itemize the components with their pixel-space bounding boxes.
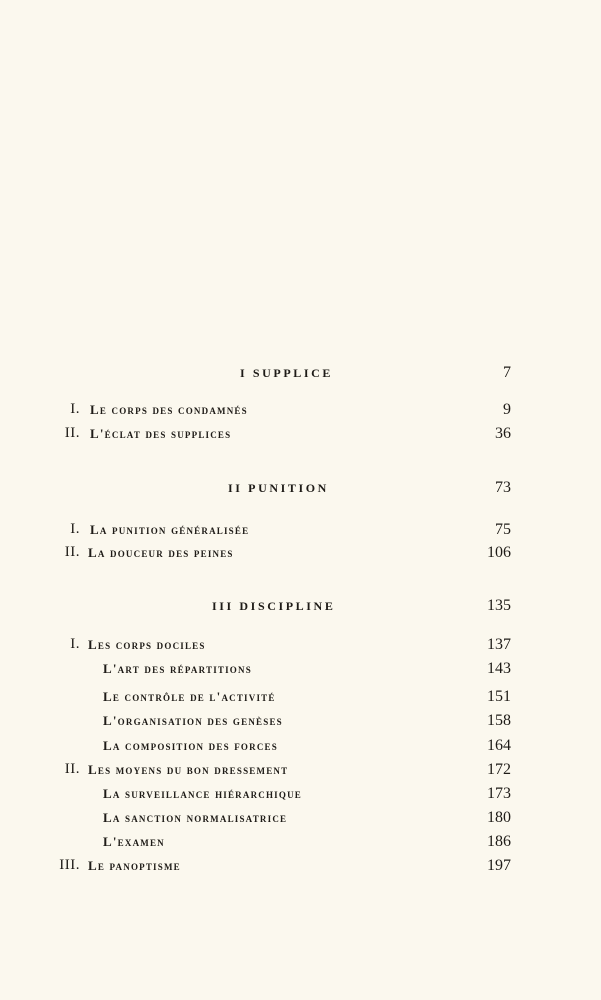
chapter-title: Les corps dociles	[88, 637, 206, 652]
chapter-number: II.	[64, 761, 80, 777]
page-number: 36	[495, 425, 511, 442]
toc-part-discipline[interactable]	[0, 595, 601, 619]
section-title: La surveillance hiérarchique	[103, 786, 302, 801]
chapter-number: II.	[64, 544, 80, 560]
chapter-number: III.	[59, 857, 80, 873]
part-title: III DISCIPLINE	[212, 599, 336, 613]
chapter-title: La punition généralisée	[90, 522, 250, 537]
chapter-number: I.	[70, 521, 80, 537]
section-title: La sanction normalisatrice	[103, 810, 288, 825]
chapter-title: L'éclat des supplices	[90, 426, 232, 441]
page-number: 137	[487, 636, 511, 653]
page-number: 180	[487, 809, 511, 826]
toc-chapter[interactable]	[0, 855, 601, 879]
page-number: 173	[487, 785, 511, 802]
toc-chapter[interactable]	[0, 759, 601, 783]
toc-section[interactable]	[0, 686, 601, 710]
section-title: Le contrôle de l'activité	[103, 689, 276, 704]
chapter-title: La douceur des peines	[88, 545, 234, 560]
toc-chapter[interactable]	[0, 542, 601, 566]
toc-section[interactable]	[0, 735, 601, 759]
section-title: L'organisation des genèses	[103, 713, 283, 728]
toc-chapter[interactable]	[0, 519, 601, 543]
chapter-title: Le panoptisme	[88, 858, 181, 873]
part-title: I SUPPLICE	[240, 366, 334, 380]
page-number: 73	[495, 479, 511, 496]
toc-chapter[interactable]	[0, 399, 601, 423]
page-number: 106	[487, 544, 511, 561]
page-number: 172	[487, 761, 511, 778]
page-number: 186	[487, 833, 511, 850]
toc-chapter[interactable]	[0, 423, 601, 447]
toc-chapter[interactable]	[0, 634, 601, 658]
toc-section[interactable]	[0, 831, 601, 855]
chapter-number: I.	[70, 401, 80, 417]
page-number: 7	[503, 364, 511, 381]
toc-section[interactable]	[0, 783, 601, 807]
chapter-title: Le corps des condamnés	[90, 402, 248, 417]
toc-section[interactable]	[0, 710, 601, 734]
page-number: 9	[503, 401, 511, 418]
page-number: 164	[487, 737, 511, 754]
chapter-number: I.	[70, 636, 80, 652]
page-number: 135	[487, 597, 511, 614]
chapter-number: II.	[64, 425, 80, 441]
page-number: 158	[487, 712, 511, 729]
toc-part-punition[interactable]	[0, 477, 601, 501]
toc-part-supplice[interactable]	[0, 362, 601, 386]
toc-section[interactable]	[0, 807, 601, 831]
section-title: L'examen	[103, 834, 165, 849]
toc-section[interactable]	[0, 658, 601, 682]
page-number: 197	[487, 857, 511, 874]
section-title: La composition des forces	[103, 738, 278, 753]
chapter-title: Les moyens du bon dressement	[88, 762, 289, 777]
page-number: 75	[495, 521, 511, 538]
page-number: 151	[487, 688, 511, 705]
page-number: 143	[487, 660, 511, 677]
part-title: II PUNITION	[228, 481, 329, 495]
section-title: L'art des répartitions	[103, 661, 252, 676]
